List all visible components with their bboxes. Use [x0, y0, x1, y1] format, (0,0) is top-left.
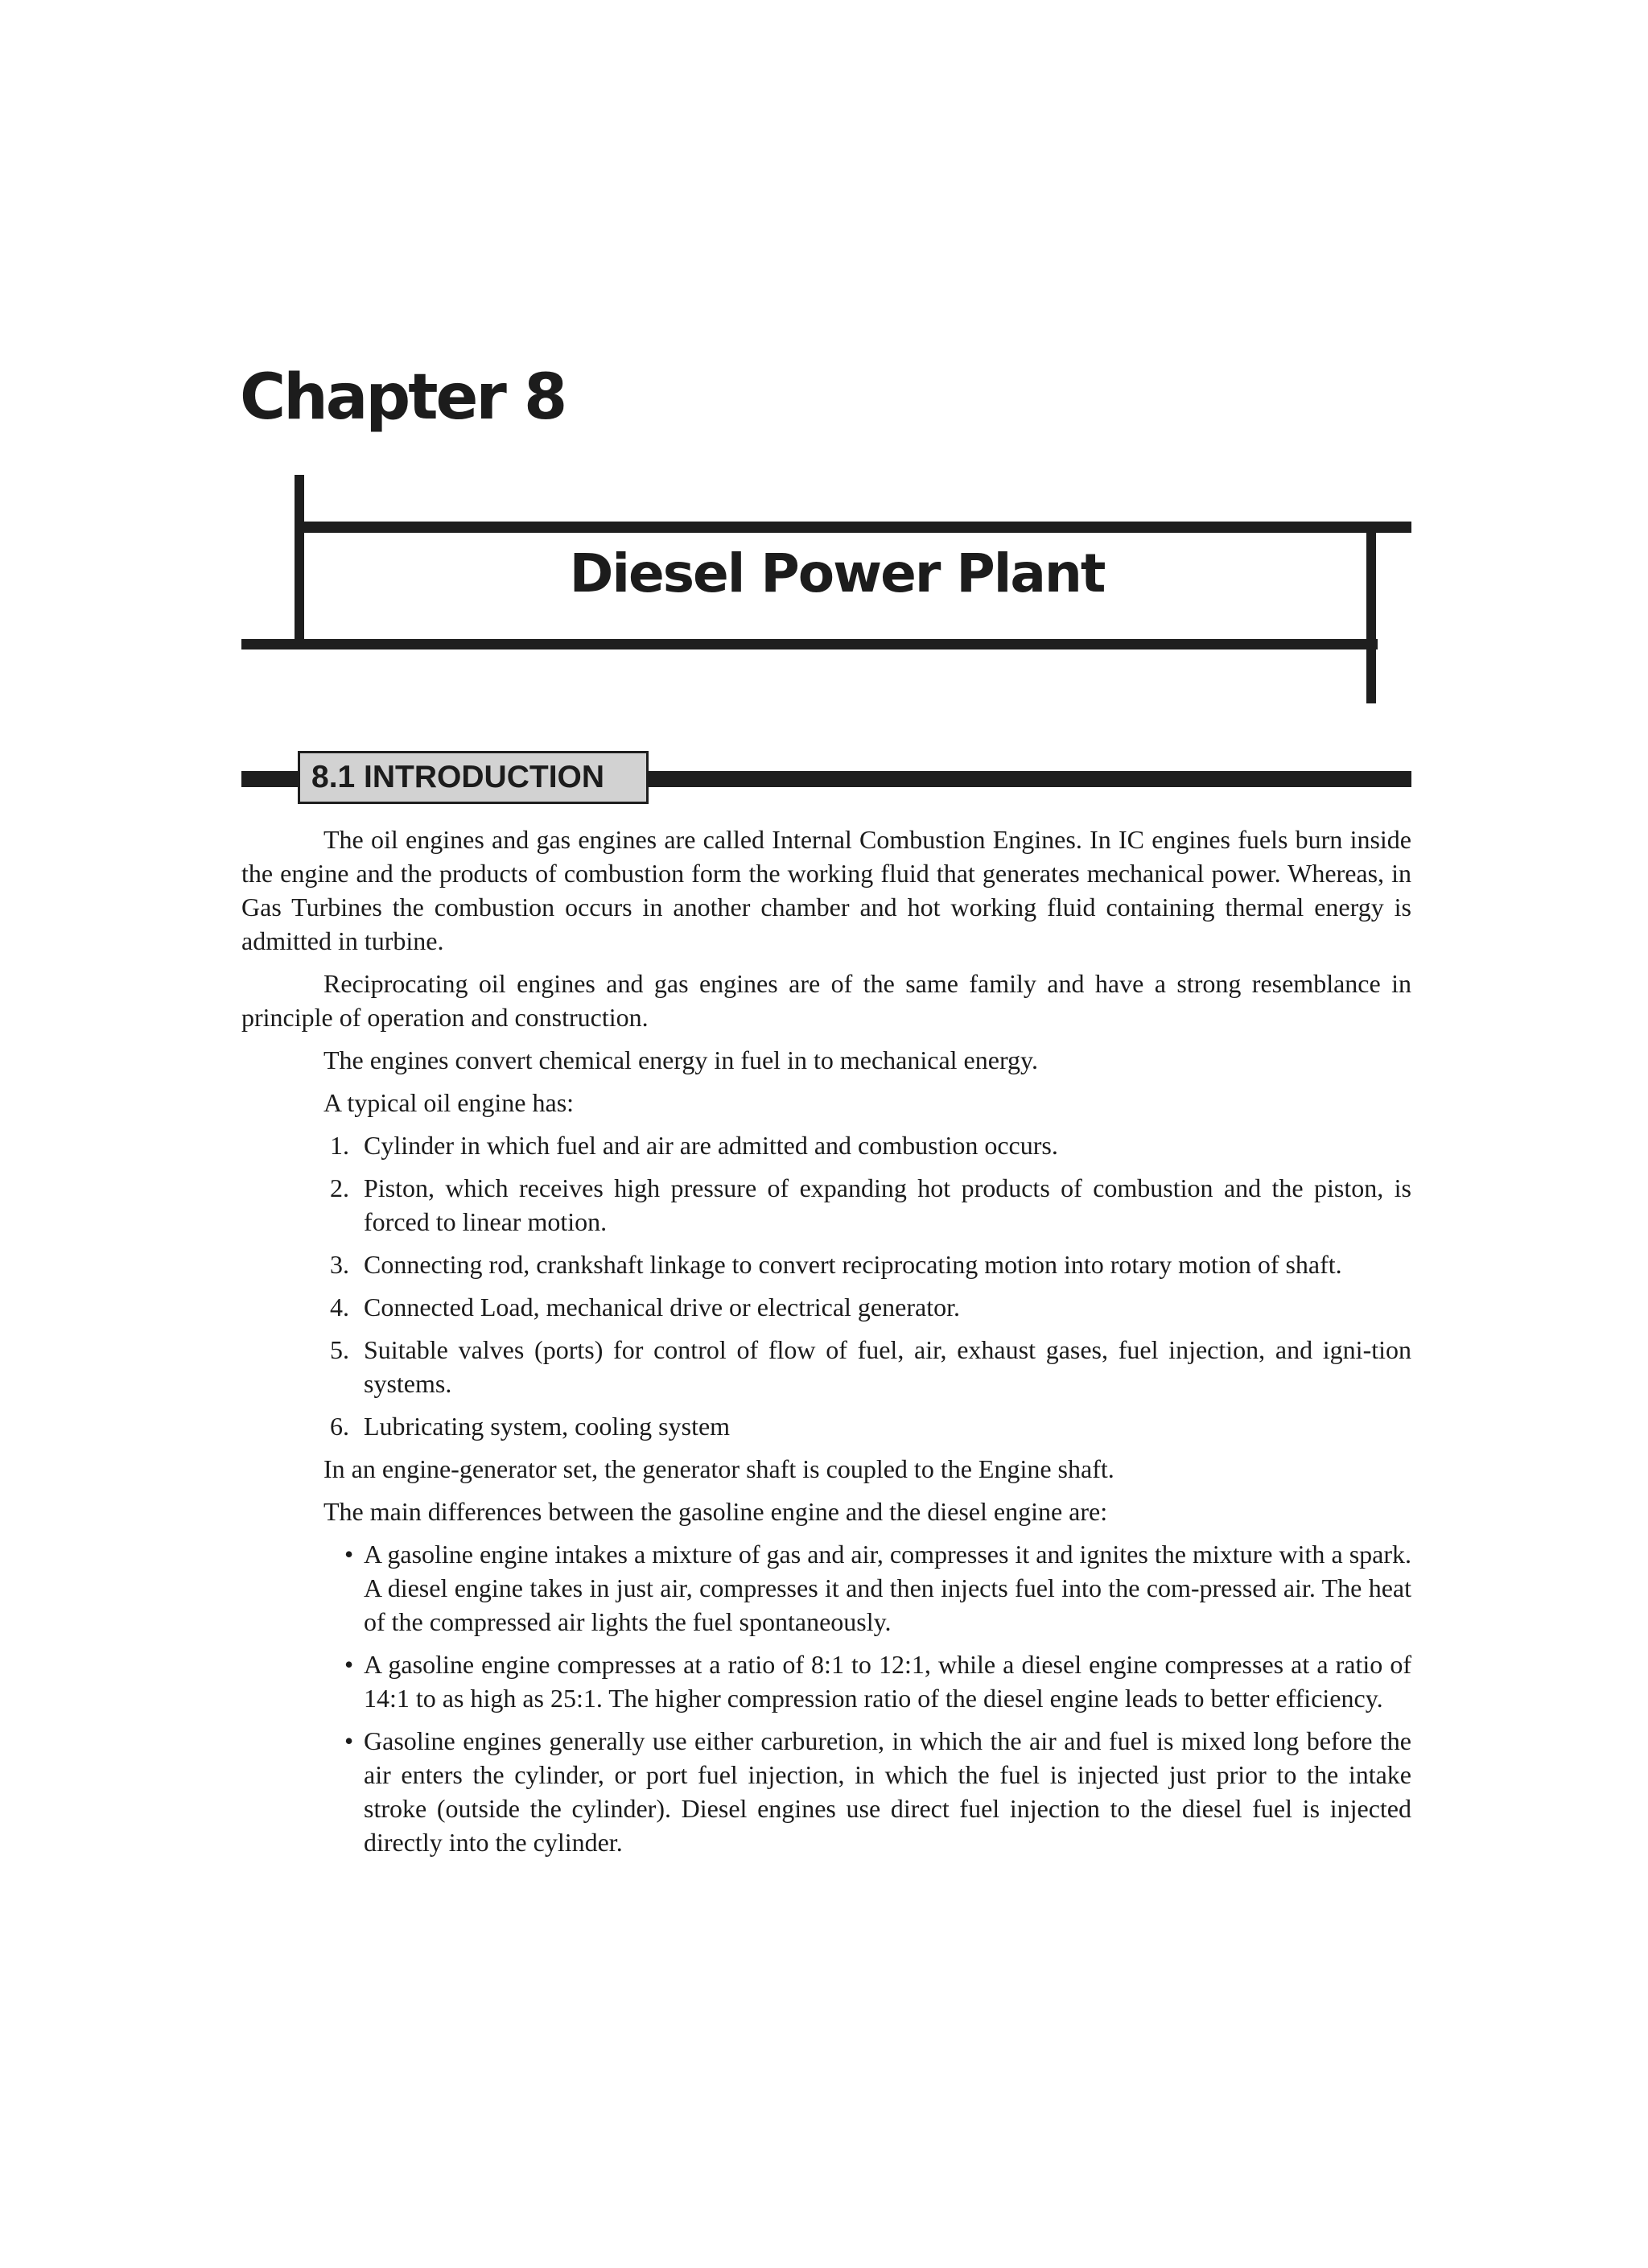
- section-rule-left: [241, 771, 299, 787]
- frame-top-bar: [299, 522, 1411, 533]
- list-item-text: Cylinder in which fuel and air are admitted and combustion occurs.: [364, 1131, 1058, 1160]
- bullet-icon: •: [344, 1726, 354, 1755]
- list-item: [241, 1333, 1411, 1400]
- list-number: 2.: [330, 1173, 349, 1202]
- bullet-item: [241, 1724, 1411, 1859]
- list-item-text: Lubricating system, cooling system: [364, 1412, 731, 1441]
- paragraph: In an engine-generator set, the generator shaft is coupled to the Engine shaft.: [323, 1454, 1114, 1483]
- paragraph: Reciprocating oil engines and gas engines are of the same family and have a strong resemblance in principle of operation and construction.: [241, 969, 1411, 1032]
- list-item-text: Connecting rod, crankshaft linkage to convert reciprocating motion into rotary motion of shaft.: [364, 1250, 1342, 1279]
- section-heading: 8.1 INTRODUCTION: [298, 751, 649, 804]
- bullet-item: [241, 1537, 1411, 1639]
- list-item-text: Connected Load, mechanical drive or electrical generator.: [364, 1293, 960, 1322]
- list-number: 3.: [330, 1250, 349, 1279]
- bullet-icon: •: [344, 1650, 354, 1679]
- chapter-label: Chapter 8: [240, 361, 566, 434]
- chapter-title: Diesel Power Plant: [569, 542, 1105, 604]
- body-content: [241, 823, 1411, 1868]
- list-item: [241, 1247, 1411, 1281]
- paragraph: The oil engines and gas engines are called Internal Combustion Engines. In IC engines fuels burn inside the engine and the products of combustion form the working fluid that generates mechanical power. Whereas, in Gas Turbines the combustion occurs in another chamber and hot working fluid containing thermal energy is admitted in turbine.: [241, 825, 1411, 955]
- list-number: 1.: [330, 1131, 349, 1160]
- numbered-list: [241, 1128, 1411, 1443]
- frame-bottom-bar: [241, 639, 1378, 649]
- bullet-item: [241, 1647, 1411, 1715]
- bullet-icon: •: [344, 1540, 354, 1569]
- paragraph: A typical oil engine has:: [323, 1088, 575, 1117]
- bullet-text: A gasoline engine intakes a mixture of gas and air, compresses it and ignites the mixture with a spark. A diesel engine takes in just air, compresses it and then injects fuel into the com-pressed air. The heat of the compressed air lights the fuel spontaneously.: [364, 1540, 1411, 1636]
- frame-left-post: [295, 475, 304, 645]
- bullet-list: [241, 1537, 1411, 1859]
- list-number: 4.: [330, 1293, 349, 1322]
- list-item-text: Suitable valves (ports) for control of flow of fuel, air, exhaust gases, fuel injection, and igni-tion systems.: [364, 1335, 1411, 1398]
- list-item: [241, 1290, 1411, 1324]
- bullet-text: Gasoline engines generally use either carburetion, in which the air and fuel is mixed long before the air enters the cylinder, or port fuel injection, in which the fuel is injected just prior to the intake stroke (outside the cylinder). Diesel engines use direct fuel injection to the diesel fuel is injected directly into the cylinder.: [364, 1726, 1411, 1857]
- list-number: 5.: [330, 1335, 349, 1364]
- list-number: 6.: [330, 1412, 349, 1441]
- list-item: [241, 1171, 1411, 1239]
- bullet-text: A gasoline engine compresses at a ratio of 8:1 to 12:1, while a diesel engine compresses at a ratio of 14:1 to as high as 25:1. The higher compression ratio of the diesel engine leads to better efficiency.: [364, 1650, 1411, 1713]
- list-item-text: Piston, which receives high pressure of expanding hot products of combustion and the piston, is forced to linear motion.: [364, 1173, 1411, 1236]
- paragraph: The main differences between the gasoline engine and the diesel engine are:: [323, 1497, 1108, 1526]
- section-rule-right: [649, 771, 1411, 787]
- list-item: [241, 1128, 1411, 1162]
- list-item: [241, 1409, 1411, 1443]
- paragraph: The engines convert chemical energy in fuel in to mechanical energy.: [323, 1045, 1038, 1074]
